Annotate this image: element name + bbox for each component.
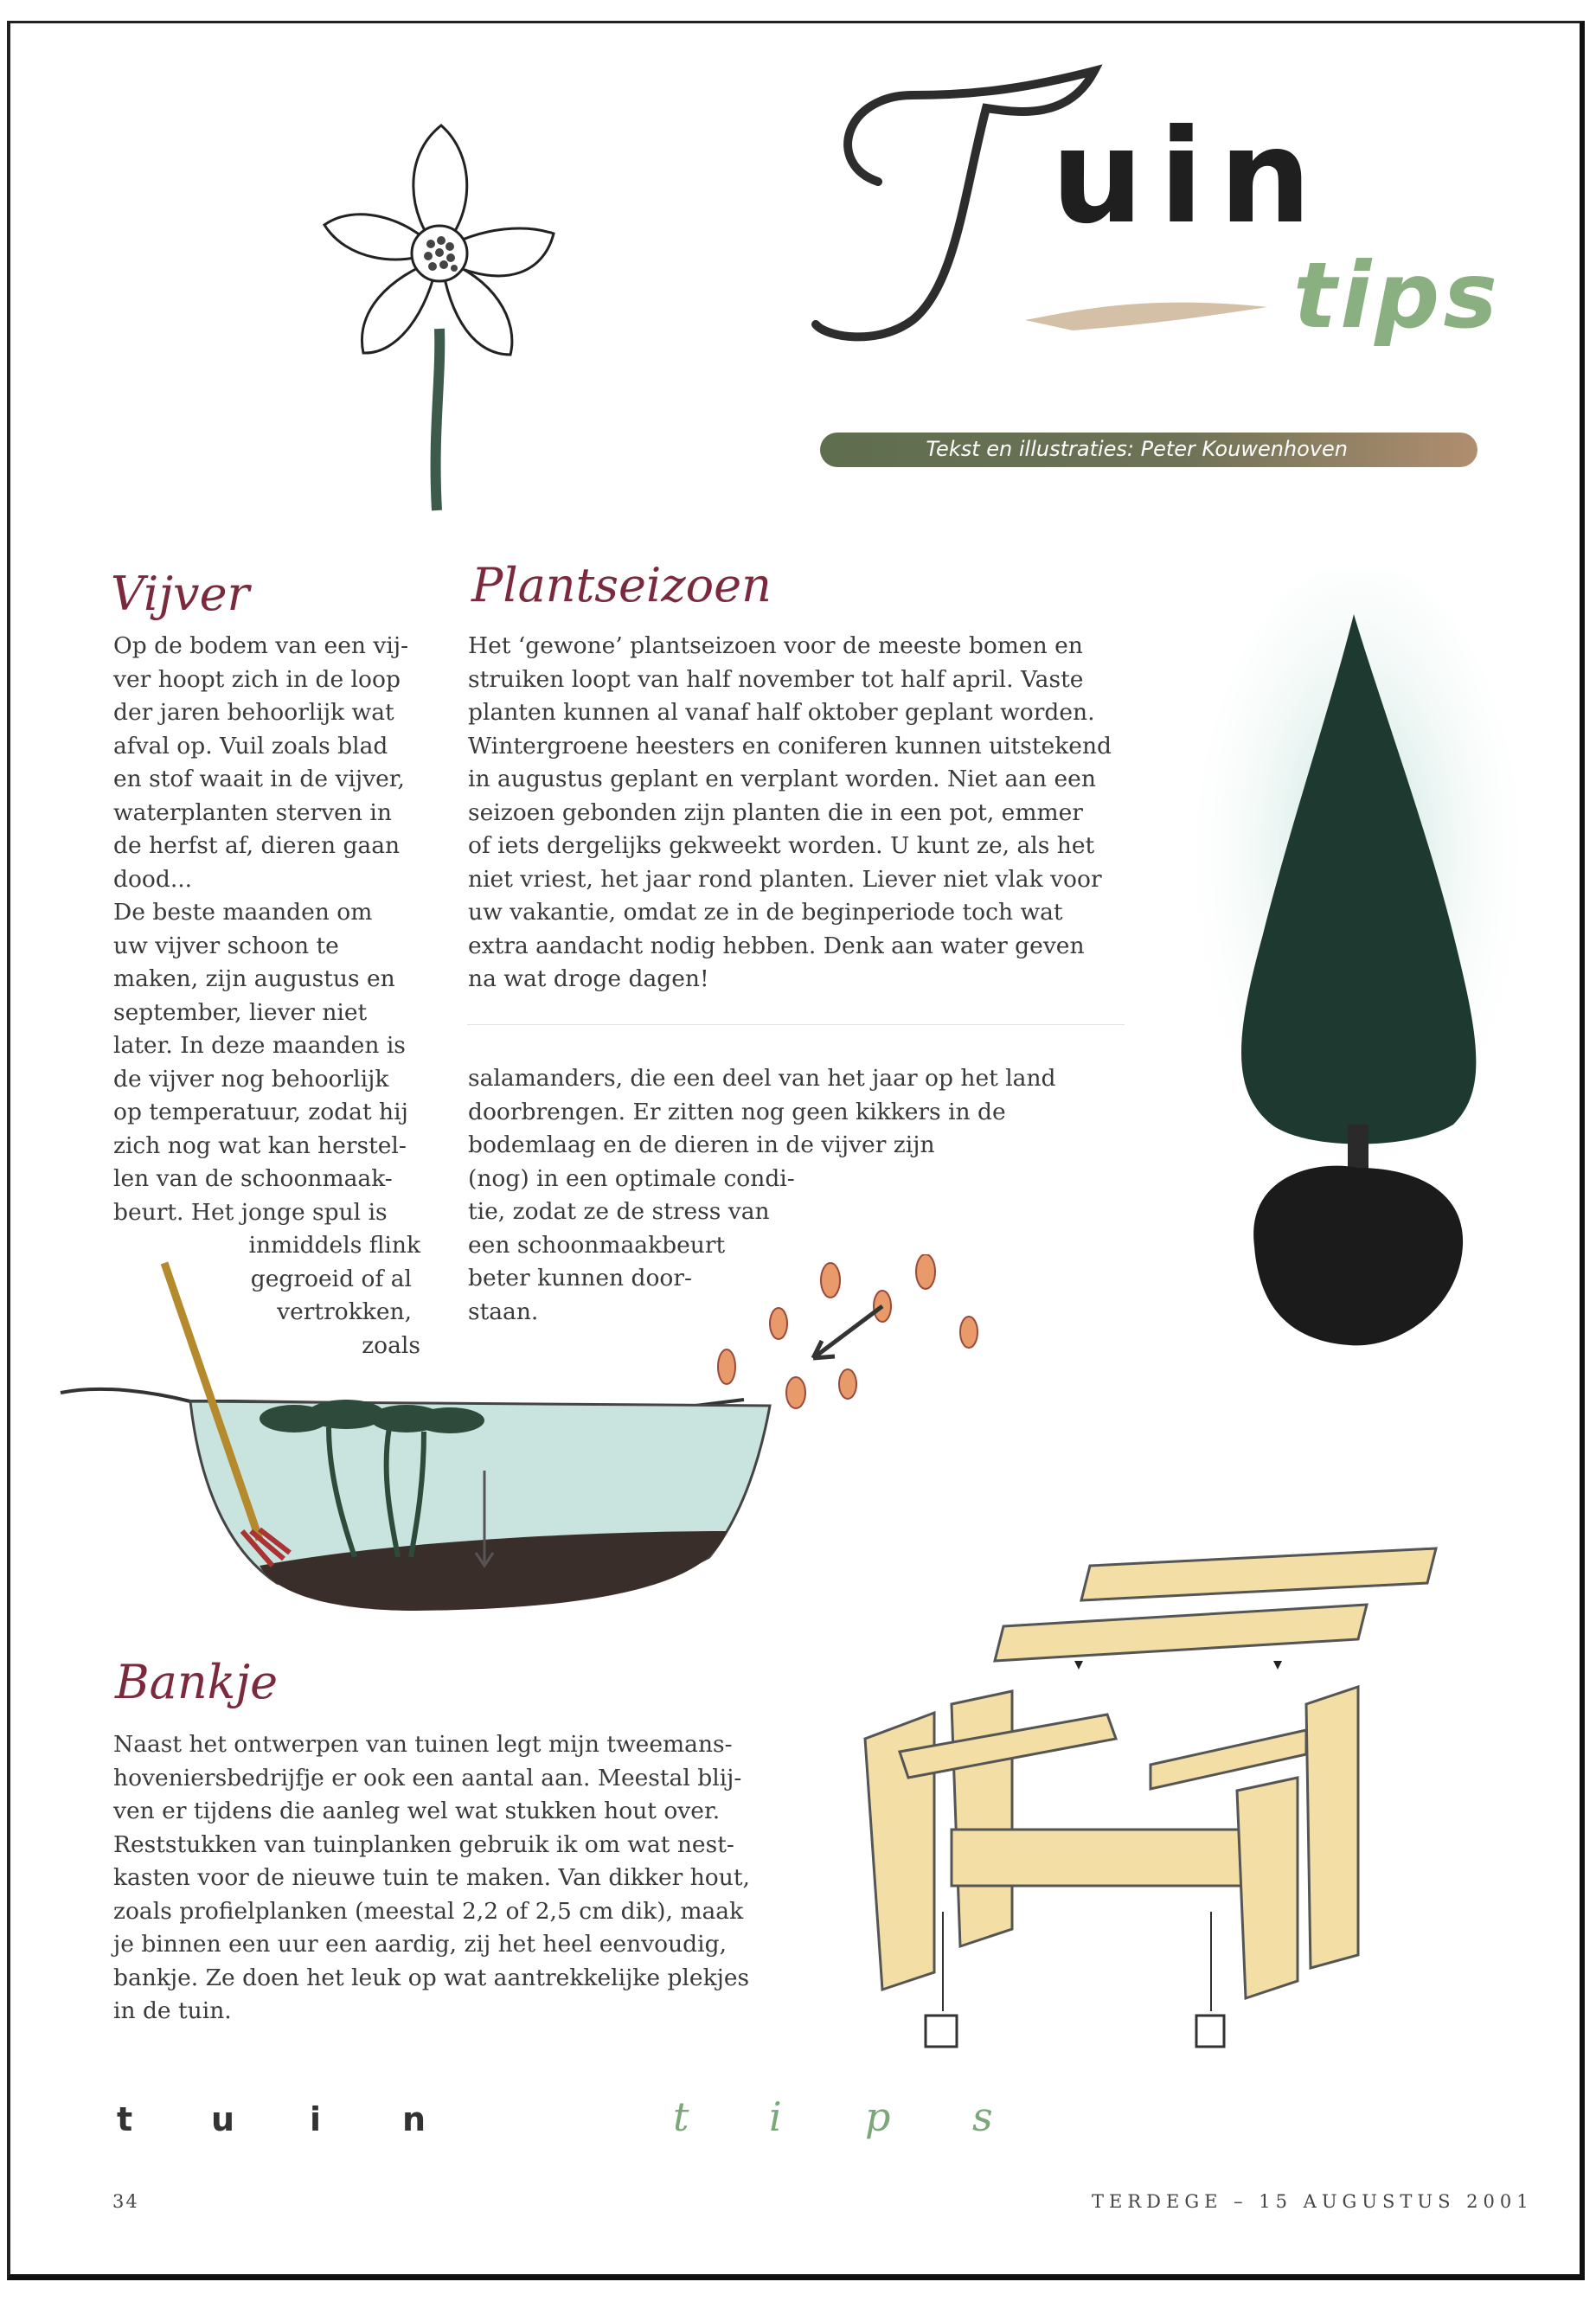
continued-line: salamanders, die een deel van het jaar op het land — [468, 1065, 1056, 1092]
bankje-line: bankje. Ze doen het leuk op wat aantrekkelijke plekjes — [113, 1964, 750, 1991]
vijver-line: dood... — [113, 865, 193, 893]
title-tips: tips — [1293, 243, 1501, 349]
plantseizoen-line: na wat droge dagen! — [468, 965, 709, 992]
vijver-line: gegroeid of al — [250, 1265, 412, 1292]
bankje-line: ven er tijdens die aanleg wel wat stukken hout over. — [113, 1798, 721, 1824]
vijver-line: en stof waait in de vijver, — [113, 766, 405, 792]
continued-line: staan. — [468, 1298, 539, 1325]
vijver-line: waterplanten sterven in — [113, 798, 392, 826]
plantseizoen-line: in augustus geplant en verplant worden. Niet aan een — [468, 766, 1096, 792]
vijver-line: op temperatuur, zodat hij — [113, 1099, 408, 1125]
continued-line: bodemlaag en de dieren in de vijver zijn — [468, 1131, 935, 1158]
vijver-line: De beste maanden om — [113, 899, 373, 926]
continued-line: beter kunnen door- — [468, 1265, 692, 1292]
plantseizoen-heading: Plantseizoen — [471, 558, 772, 612]
bankje-line: Reststukken van tuinplanken gebruik ik om wat nest- — [113, 1830, 734, 1858]
publication-line: TERDEGE – 15 AUGUSTUS 2001 — [1092, 2191, 1534, 2212]
plantseizoen-line: niet vriest, het jaar rond planten. Liever niet vlak voor — [468, 865, 1102, 893]
plantseizoen-line: struiken loopt van half november tot half april. Vaste — [468, 665, 1084, 693]
vijver-line: Op de bodem van een vij- — [113, 632, 409, 659]
vijver-line: september, liever niet — [113, 998, 368, 1026]
footer-tips-letter: s — [972, 2093, 993, 2140]
footer-tips-letter: p — [865, 2093, 891, 2140]
continued-line: tie, zodat ze de stress van — [468, 1198, 770, 1225]
credit-bar — [820, 433, 1477, 467]
vijver-line: de herfst af, dieren gaan — [113, 832, 401, 859]
vijver-line: ver hoopt zich in de loop — [113, 665, 401, 693]
footer-letter: n — [402, 2100, 426, 2138]
bankje-line: kasten voor de nieuwe tuin te maken. Van dikker hout, — [113, 1864, 750, 1891]
continued-line: (nog) in een optimale condi- — [468, 1164, 795, 1192]
plantseizoen-text — [468, 630, 1143, 997]
conifer-illustration — [1194, 571, 1522, 1375]
vijver-line: maken, zijn augustus en — [113, 965, 395, 992]
vijver-line: de vijver nog behoorlijk — [113, 1065, 389, 1093]
plantseizoen-line: Wintergroene heesters en coniferen kunnen uitstekend — [468, 732, 1112, 760]
plantseizoen-line: seizoen gebonden zijn planten die in een pot, emmer — [468, 798, 1083, 826]
bankje-line: in de tuin. — [113, 1997, 232, 2024]
vijver-line: zoals — [362, 1331, 420, 1359]
vijver-line: len van de schoonmaak- — [113, 1165, 393, 1192]
bench-illustration — [856, 1531, 1462, 2050]
vijver-line: later. In deze maanden is — [113, 1032, 406, 1059]
vijver-line: zich nog wat kan herstel- — [113, 1131, 407, 1159]
plantseizoen-line: Het ‘gewone’ plantseizoen voor de meeste bomen en — [468, 632, 1083, 659]
section-divider — [467, 1024, 1125, 1025]
plantseizoen-line: planten kunnen al vanaf half oktober geplant worden. — [468, 699, 1095, 726]
bankje-heading: Bankje — [115, 1655, 279, 1709]
vijver-heading: Vijver — [111, 567, 250, 621]
bankje-line: je binnen een uur een aardig, zij het heel eenvoudig, — [113, 1931, 727, 1958]
plantseizoen-line: of iets dergelijks gekweekt worden. U kunt ze, als het — [468, 832, 1095, 859]
vijver-line: afval op. Vuil zoals blad — [113, 732, 388, 760]
vijver-line: inmiddels flink — [248, 1232, 420, 1259]
flower-illustration — [311, 121, 571, 519]
vijver-line: uw vijver schoon te — [113, 932, 339, 959]
bankje-line: zoals profielplanken (meestal 2,2 of 2,5 cm dik), maak — [113, 1897, 744, 1925]
vijver-text — [113, 630, 442, 1362]
vijver-line: der jaren behoorlijk wat — [113, 699, 394, 726]
continued-line: een schoonmaakbeurt — [468, 1231, 726, 1259]
title-word: uin — [1051, 102, 1327, 253]
page-number: 34 — [112, 2191, 139, 2212]
credit-text: Tekst en illustraties: Peter Kouwenhoven — [926, 437, 1348, 461]
footer-tips-letter: i — [769, 2093, 782, 2140]
brush-stroke — [1021, 285, 1272, 337]
vijver-line: beurt. Het jonge spul is — [113, 1198, 388, 1226]
footer-letter: t — [117, 2100, 133, 2138]
footer-tips-letter: t — [673, 2093, 689, 2140]
footer-letter: i — [310, 2100, 322, 2138]
vijver-line: vertrokken, — [277, 1298, 412, 1325]
bankje-line: Naast het ontwerpen van tuinen legt mijn tweemans- — [113, 1731, 733, 1758]
bankje-text — [113, 1728, 823, 2029]
bankje-line: hoveniersbedrijfje er ook een aantal aan. Meestal blij- — [113, 1764, 742, 1791]
continued-line: doorbrengen. Er zitten nog geen kikkers in de — [468, 1098, 1006, 1125]
plantseizoen-line: uw vakantie, omdat ze in de beginperiode toch wat — [468, 899, 1063, 926]
footer-letter: u — [211, 2100, 235, 2138]
plantseizoen-line: extra aandacht nodig hebben. Denk aan water geven — [468, 932, 1085, 959]
